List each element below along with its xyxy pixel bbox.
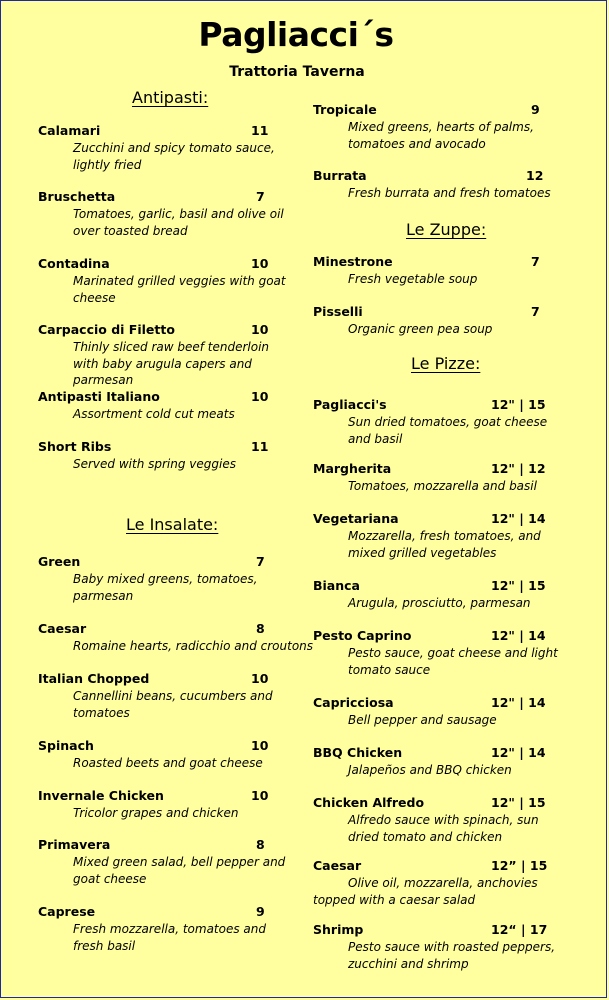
item-description: Fresh mozzarella, tomatoes and fresh basil (73, 922, 267, 953)
item-price: 11 (251, 123, 269, 138)
item-price: 12 (526, 168, 544, 183)
item-description: Thinly sliced raw beef tenderloin with baby arugula capers and parmesan (73, 340, 270, 387)
item-price: 10 (251, 788, 269, 803)
menu-item-chicken-alfredo (313, 795, 573, 845)
item-description: Fresh burrata and fresh tomatoes (348, 186, 551, 200)
item-description: Pesto sauce, goat cheese and light tomato sauce (348, 646, 558, 677)
menu-item-shrimp (313, 922, 573, 972)
menu-item-minestrone (313, 254, 573, 288)
item-description: Romaine hearts, radicchio and croutons (73, 639, 314, 653)
item-name: Calamari (38, 123, 101, 138)
item-description: Mixed greens, hearts of palms, tomatoes and avocado (348, 120, 534, 151)
menu-item-tropicale (313, 102, 573, 152)
item-name: Green (38, 554, 81, 569)
item-description: Mixed green salad, bell pepper and goat cheese (73, 855, 286, 886)
item-description: Bell pepper and sausage (348, 713, 497, 727)
menu-item-bruschetta (38, 189, 298, 239)
menu-item-pagliaccis-pizza (313, 397, 573, 447)
menu-item-carpaccio (38, 322, 298, 389)
item-description: Tomatoes, mozzarella and basil (348, 479, 537, 493)
section-heading-insalate: Le Insalate: (126, 515, 219, 534)
item-price: 9 (531, 102, 540, 117)
item-description: Roasted beets and goat cheese (73, 756, 263, 770)
item-description: Tomatoes, garlic, basil and olive oil over toasted bread (73, 207, 284, 238)
item-price: 12" | 14 (491, 695, 546, 710)
restaurant-name: Pagliacci´s (198, 15, 394, 54)
item-price: 12" | 14 (491, 511, 546, 526)
item-name: Bruschetta (38, 189, 116, 204)
item-name: Primavera (38, 837, 111, 852)
item-name: Caprese (38, 904, 96, 919)
item-description: Mozzarella, fresh tomatoes, and mixed grilled vegetables (348, 529, 541, 560)
item-price: 12“ | 17 (491, 922, 548, 937)
item-description: Olive oil, mozzarella, anchovies topped with a caesar salad (313, 876, 538, 907)
item-name: Caesar (38, 621, 87, 636)
menu-item-capricciosa (313, 695, 573, 729)
item-price: 10 (251, 671, 269, 686)
item-price: 8 (256, 621, 265, 636)
item-price: 12" | 12 (491, 461, 546, 476)
item-name: Tropicale (313, 102, 377, 117)
item-price: 9 (256, 904, 265, 919)
item-name: Margherita (313, 461, 392, 476)
item-name: Italian Chopped (38, 671, 150, 686)
item-price: 12" | 15 (491, 397, 546, 412)
item-description: Pesto sauce with roasted peppers, zucchini and shrimp (348, 940, 556, 971)
item-name: Contadina (38, 256, 110, 271)
item-description: Sun dried tomatoes, goat cheese and basil (348, 415, 548, 446)
menu-item-margherita (313, 461, 573, 495)
item-description: Cannellini beans, cucumbers and tomatoes (73, 689, 273, 720)
menu-item-caesar-salad (38, 621, 314, 655)
item-name: Capricciosa (313, 695, 394, 710)
item-price: 10 (251, 322, 269, 337)
item-description: Served with spring veggies (73, 457, 236, 471)
menu-item-green (38, 554, 298, 604)
item-price: 7 (256, 554, 265, 569)
item-description: Alfredo sauce with spinach, sun dried tomato and chicken (348, 813, 539, 844)
item-name: Shrimp (313, 922, 364, 937)
item-name: Invernale Chicken (38, 788, 164, 803)
item-name: Burrata (313, 168, 367, 183)
menu-item-pesto-caprino (313, 628, 573, 678)
item-name: Pagliacci's (313, 397, 387, 412)
section-heading-zuppe: Le Zuppe: (406, 220, 487, 239)
menu-item-invernale-chicken (38, 788, 298, 822)
item-price: 12" | 14 (491, 745, 546, 760)
item-description: Arugula, prosciutto, parmesan (348, 596, 531, 610)
section-heading-antipasti: Antipasti: (132, 88, 209, 107)
item-name: Bianca (313, 578, 360, 593)
menu-item-short-ribs (38, 439, 298, 473)
item-name: Spinach (38, 738, 94, 753)
menu-item-burrata (313, 168, 573, 202)
item-price: 12” | 15 (491, 858, 548, 873)
item-price: 7 (256, 189, 265, 204)
menu-item-italian-chopped (38, 671, 298, 721)
restaurant-subtitle: Trattoria Taverna (229, 64, 365, 80)
item-name: Minestrone (313, 254, 393, 269)
item-price: 12" | 15 (491, 795, 546, 810)
item-description: Fresh vegetable soup (348, 272, 478, 286)
menu-item-spinach (38, 738, 298, 772)
item-price: 7 (531, 254, 540, 269)
menu-item-calamari (38, 123, 298, 173)
item-description: Assortment cold cut meats (73, 407, 235, 421)
item-name: Carpaccio di Filetto (38, 322, 175, 337)
menu-item-caesar-pizza (313, 858, 573, 908)
item-price: 12" | 15 (491, 578, 546, 593)
item-name: BBQ Chicken (313, 745, 403, 760)
item-description: Baby mixed greens, tomatoes, parmesan (73, 572, 258, 603)
item-name: Pesto Caprino (313, 628, 412, 643)
menu-item-bbq-chicken (313, 745, 573, 779)
item-name: Vegetariana (313, 511, 399, 526)
menu-item-contadina (38, 256, 298, 306)
item-price: 7 (531, 304, 540, 319)
menu-item-caprese (38, 904, 298, 954)
item-price: 10 (251, 738, 269, 753)
menu-item-bianca (313, 578, 573, 612)
item-description: Zucchini and spicy tomato sauce, lightly fried (73, 141, 275, 172)
item-name: Caesar (313, 858, 362, 873)
menu-item-primavera (38, 837, 298, 887)
item-name: Antipasti Italiano (38, 389, 160, 404)
item-price: 12" | 14 (491, 628, 546, 643)
item-price: 10 (251, 256, 269, 271)
item-description: Jalapeños and BBQ chicken (348, 763, 512, 777)
item-price: 11 (251, 439, 269, 454)
section-heading-pizze: Le Pizze: (411, 354, 481, 373)
item-name: Chicken Alfredo (313, 795, 425, 810)
item-name: Short Ribs (38, 439, 112, 454)
item-description: Organic green pea soup (348, 322, 493, 336)
menu-item-antipasti-italiano (38, 389, 298, 423)
menu-item-vegetariana (313, 511, 573, 561)
item-price: 10 (251, 389, 269, 404)
item-description: Tricolor grapes and chicken (73, 806, 239, 820)
item-price: 8 (256, 837, 265, 852)
item-name: Pisselli (313, 304, 363, 319)
menu-item-pisselli (313, 304, 573, 338)
item-description: Marinated grilled veggies with goat cheese (73, 274, 286, 305)
